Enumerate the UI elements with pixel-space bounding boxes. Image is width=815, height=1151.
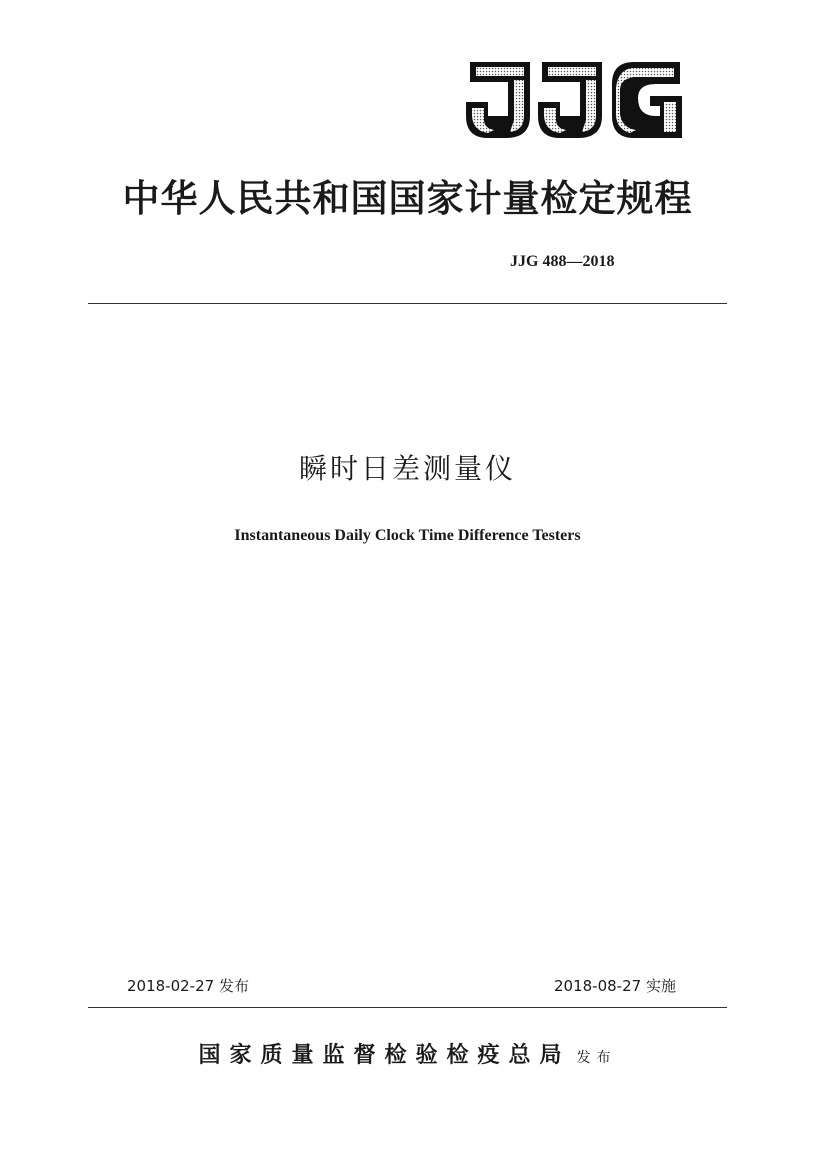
document-title-en: Instantaneous Daily Clock Time Difference Testers [234,527,581,544]
publisher-name: 国家质量监督检验检疫总局 [198,1042,571,1068]
logo-letter-j-first [466,62,530,138]
jjg-logo [464,58,684,142]
document-title-zh: 瞬时日差测量仪 [298,452,516,485]
bottom-divider [88,1007,727,1008]
regulation-series-title: 中华人民共和国国家计量检定规程 [122,176,693,220]
issue-date: 2018-02-27 发布 [127,977,249,995]
effective-date: 2018-08-27 实施 [554,977,676,995]
standard-number: JJG 488—2018 [510,253,615,270]
top-divider [88,303,727,304]
logo-letter-g [612,62,682,138]
publisher-line [0,1038,815,1075]
logo-letter-j-second [538,62,602,138]
publish-word: 发布 [576,1050,617,1066]
